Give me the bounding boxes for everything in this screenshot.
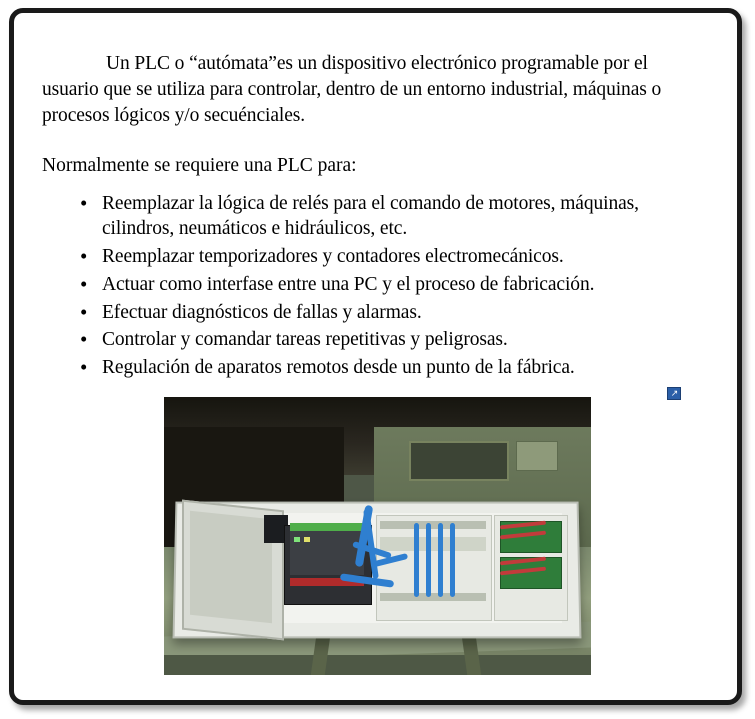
- photo-wire-blue: [426, 523, 431, 597]
- external-link-icon[interactable]: [667, 387, 681, 400]
- photo-floor-shadow: [164, 655, 591, 675]
- content-frame: [9, 8, 742, 705]
- photo-machine-panel-small: [516, 441, 558, 471]
- intro-paragraph-text: Un PLC o “autómata”es un dispositivo electrónico programable por el usuario que se utiliza para controlar, dentro de un entorno industrial, máquinas o procesos lógicos y/o secuénciales.: [42, 53, 662, 126]
- photo-wire-blue: [438, 523, 443, 597]
- document-content: [42, 51, 709, 690]
- photo-wire-blue: [450, 523, 455, 597]
- list-item: • Regulación de aparatos remotos desde un punto de la fábrica.: [42, 355, 709, 380]
- photo-mid-terminal-panel: [376, 515, 492, 621]
- plc-cabinet-photo: [164, 397, 591, 675]
- photo-wire-blue: [414, 523, 419, 597]
- photo-plc-led-run: [294, 537, 300, 542]
- lead-in-paragraph: Normalmente se requiere una PLC para:: [42, 154, 357, 176]
- photo-plc-led-error: [304, 537, 310, 542]
- photo-din-rail-bottom: [380, 593, 486, 601]
- figure-container: [42, 388, 709, 679]
- list-item: • Actuar como interfase entre una PC y el proceso de fabricación.: [42, 272, 709, 297]
- list-item: • Reemplazar la lógica de relés para el comando de motores, máquinas, cilindros, neumáticos e hidráulicos, etc.: [42, 191, 709, 242]
- list-item: • Reemplazar temporizadores y contadores electromecánicos.: [42, 244, 709, 269]
- photo-terminal-block: [380, 537, 486, 551]
- list-item: • Controlar y comandar tareas repetitivas y peligrosas.: [42, 327, 709, 352]
- uses-list: [42, 191, 709, 381]
- photo-machine-panel: [409, 441, 509, 481]
- photo-plc-faceplate: [290, 531, 364, 575]
- intro-paragraph: [42, 51, 709, 129]
- external-link-arrow-glyph: ↗: [670, 388, 679, 399]
- list-item: • Efectuar diagnósticos de fallas y alarmas.: [42, 300, 709, 325]
- photo-cabinet-door-inner: [190, 510, 272, 623]
- photo-din-rail-top: [380, 521, 486, 529]
